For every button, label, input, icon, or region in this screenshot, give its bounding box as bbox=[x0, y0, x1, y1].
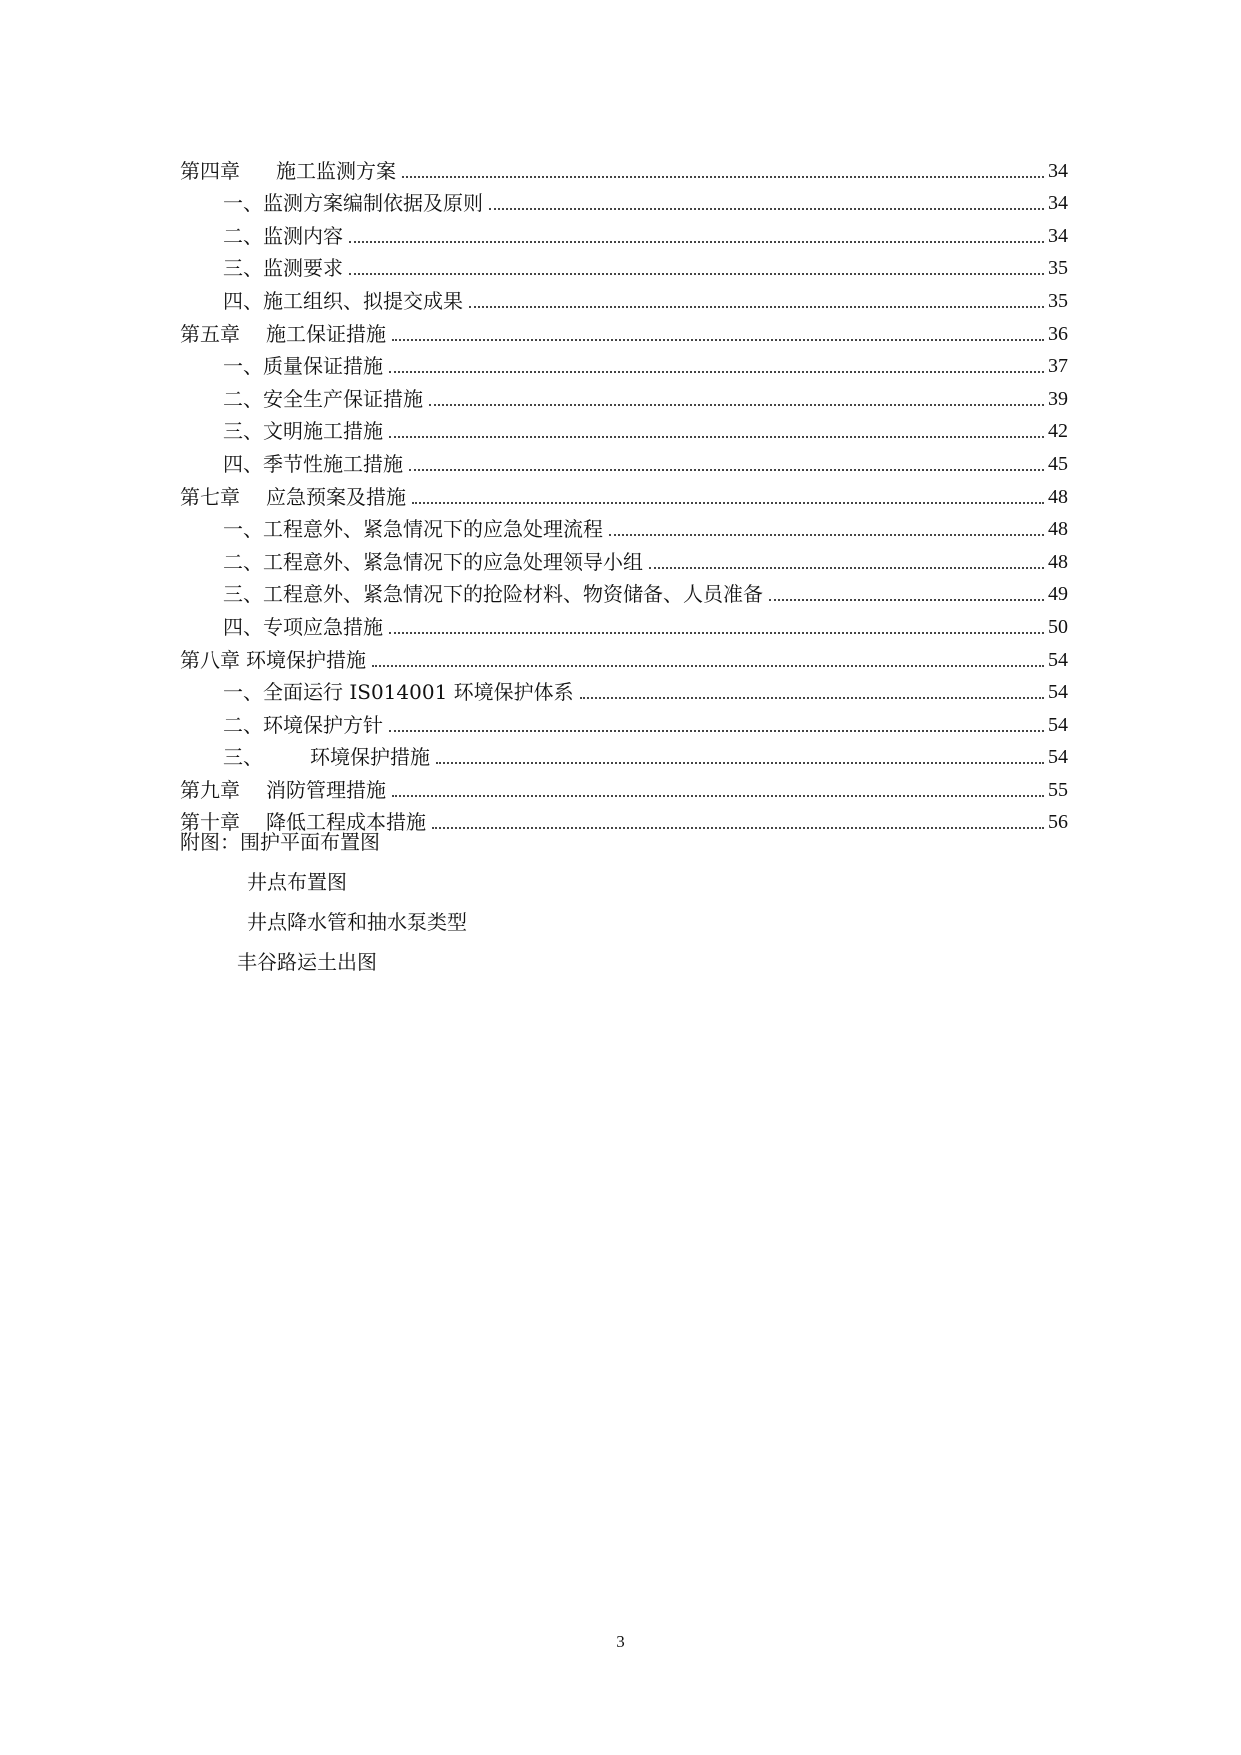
toc-dot-leader bbox=[412, 502, 1044, 504]
toc-entry-prefix: 二、 bbox=[223, 549, 263, 574]
toc-entry-prefix: 一、 bbox=[223, 680, 263, 705]
toc-entry-page-number: 39 bbox=[1048, 387, 1068, 410]
toc-dot-leader bbox=[349, 273, 1044, 275]
toc-dot-leader bbox=[429, 404, 1044, 406]
toc-entry-page-number: 48 bbox=[1048, 550, 1068, 573]
toc-dot-leader bbox=[769, 599, 1044, 601]
toc-entry-title: 应急预案及措施 bbox=[266, 484, 406, 509]
toc-section-entry[interactable] bbox=[180, 346, 1068, 379]
toc-entry-prefix: 三、 bbox=[223, 582, 263, 607]
toc-dot-leader bbox=[432, 827, 1044, 829]
toc-section-entry[interactable] bbox=[180, 672, 1068, 705]
toc-entry-title: 季节性施工措施 bbox=[263, 451, 403, 476]
toc-dot-leader bbox=[609, 534, 1044, 536]
toc-section-entry[interactable] bbox=[180, 248, 1068, 281]
toc-section-entry[interactable] bbox=[180, 443, 1068, 476]
toc-dot-leader bbox=[409, 469, 1044, 471]
toc-section-entry[interactable] bbox=[180, 215, 1068, 248]
appendix-item-first bbox=[180, 830, 380, 854]
toc-entry-label bbox=[223, 354, 383, 378]
toc-entry-label bbox=[223, 224, 343, 248]
toc-entry-page-number: 54 bbox=[1048, 648, 1068, 671]
toc-dot-leader bbox=[649, 567, 1044, 569]
toc-entry-page-number: 34 bbox=[1048, 192, 1068, 215]
toc-section-entry[interactable] bbox=[180, 378, 1068, 411]
toc-entry-title: 施工监测方案 bbox=[276, 158, 396, 183]
toc-chapter-entry[interactable] bbox=[180, 769, 1068, 802]
toc-entry-label bbox=[223, 256, 343, 280]
toc-dot-leader bbox=[402, 176, 1044, 178]
toc-section-entry[interactable] bbox=[180, 574, 1068, 607]
appendix-label: 附图： bbox=[180, 830, 240, 854]
toc-entry-page-number: 35 bbox=[1048, 289, 1068, 312]
toc-entry-title: 消防管理措施 bbox=[266, 777, 386, 802]
toc-entry-label bbox=[223, 452, 403, 476]
toc-entry-label bbox=[223, 550, 643, 574]
toc-dot-leader bbox=[349, 241, 1044, 243]
toc-entry-title: 施工组织、拟提交成果 bbox=[263, 288, 463, 313]
toc-entry-title: 监测方案编制依据及原则 bbox=[263, 191, 483, 216]
toc-entry-title: 专项应急措施 bbox=[263, 614, 383, 639]
toc-dot-leader bbox=[389, 632, 1044, 634]
toc-entry-page-number: 45 bbox=[1048, 452, 1068, 475]
toc-section-entry[interactable] bbox=[180, 509, 1068, 542]
toc-entry-prefix: 第八章 bbox=[180, 647, 240, 672]
toc-entry-title: 工程意外、紧急情况下的应急处理流程 bbox=[263, 517, 603, 542]
toc-chapter-entry[interactable] bbox=[180, 313, 1068, 346]
toc-entry-prefix: 一、 bbox=[223, 354, 263, 379]
toc-entry-label bbox=[223, 582, 763, 606]
toc-entry-page-number: 56 bbox=[1048, 811, 1068, 834]
toc-entry-page-number: 54 bbox=[1048, 746, 1068, 769]
toc-entry-label bbox=[223, 745, 430, 769]
appendix-item: 井点降水管和抽水泵类型 bbox=[247, 910, 467, 934]
toc-chapter-entry[interactable] bbox=[180, 150, 1068, 183]
appendix-item: 井点布置图 bbox=[247, 870, 347, 894]
toc-entry-title: 监测要求 bbox=[263, 256, 343, 281]
toc-entry-label bbox=[223, 289, 463, 313]
toc-entry-title: 监测内容 bbox=[263, 223, 343, 248]
toc-section-entry[interactable] bbox=[180, 280, 1068, 313]
toc-entry-page-number: 48 bbox=[1048, 518, 1068, 541]
toc-dot-leader bbox=[469, 306, 1044, 308]
toc-entry-prefix: 第九章 bbox=[180, 777, 240, 802]
toc-entry-label bbox=[223, 191, 483, 215]
toc-chapter-entry[interactable] bbox=[180, 476, 1068, 509]
toc-entry-prefix: 四、 bbox=[223, 288, 263, 313]
toc-entry-page-number: 55 bbox=[1048, 778, 1068, 801]
toc-entry-title: 工程意外、紧急情况下的抢险材料、物资储备、人员准备 bbox=[263, 582, 763, 607]
toc-entry-page-number: 54 bbox=[1048, 713, 1068, 736]
toc-entry-page-number: 42 bbox=[1048, 420, 1068, 443]
page-number: 3 bbox=[616, 1632, 625, 1651]
toc-section-entry[interactable] bbox=[180, 737, 1068, 770]
toc-entry-page-number: 54 bbox=[1048, 681, 1068, 704]
toc-entry-prefix: 四、 bbox=[223, 614, 263, 639]
toc-entry-title: 文明施工措施 bbox=[263, 419, 383, 444]
toc-entry-label bbox=[180, 485, 406, 509]
toc-section-entry[interactable] bbox=[180, 541, 1068, 574]
toc-dot-leader bbox=[389, 436, 1044, 438]
toc-entry-prefix: 三、 bbox=[223, 256, 263, 281]
toc-entry-title: 环境保护措施 bbox=[246, 647, 366, 672]
toc-dot-leader bbox=[389, 730, 1044, 732]
toc-entry-label bbox=[223, 517, 603, 541]
toc-entry-label bbox=[223, 713, 383, 737]
toc-entry-page-number: 36 bbox=[1048, 322, 1068, 345]
toc-dot-leader bbox=[389, 371, 1044, 373]
toc-section-entry[interactable] bbox=[180, 183, 1068, 216]
toc-entry-page-number: 34 bbox=[1048, 159, 1068, 182]
appendix-item: 围护平面布置图 bbox=[240, 830, 380, 854]
toc-entry-page-number: 49 bbox=[1048, 583, 1068, 606]
toc-entry-prefix: 二、 bbox=[223, 712, 263, 737]
toc-entry-prefix: 三、 bbox=[223, 419, 263, 444]
toc-entry-title: 全面运行 IS014001 环境保护体系 bbox=[263, 680, 574, 705]
toc-dot-leader bbox=[489, 208, 1044, 210]
toc-entry-label bbox=[180, 322, 386, 346]
toc-entry-prefix: 一、 bbox=[223, 517, 263, 542]
toc-entry-title: 环境保护方针 bbox=[263, 712, 383, 737]
toc-entry-label bbox=[180, 778, 386, 802]
toc-entry-label bbox=[223, 419, 383, 443]
toc-dot-leader bbox=[372, 665, 1044, 667]
toc-entry-prefix: 第五章 bbox=[180, 321, 240, 346]
toc-chapter-entry[interactable] bbox=[180, 639, 1068, 672]
toc-entry-label bbox=[180, 159, 396, 183]
toc-entry-label bbox=[223, 680, 574, 704]
toc-entry-page-number: 48 bbox=[1048, 485, 1068, 508]
appendix-item: 丰谷路运土出图 bbox=[237, 950, 377, 974]
toc-entry-prefix: 二、 bbox=[223, 386, 263, 411]
toc-entry-title: 工程意外、紧急情况下的应急处理领导小组 bbox=[263, 549, 643, 574]
toc-dot-leader bbox=[436, 762, 1044, 764]
table-of-contents bbox=[180, 150, 1068, 834]
toc-entry-title: 环境保护措施 bbox=[310, 745, 430, 770]
toc-entry-label bbox=[223, 387, 423, 411]
toc-dot-leader bbox=[580, 697, 1044, 699]
toc-entry-label bbox=[180, 648, 366, 672]
toc-entry-title: 安全生产保证措施 bbox=[263, 386, 423, 411]
toc-dot-leader bbox=[392, 795, 1044, 797]
toc-entry-title: 质量保证措施 bbox=[263, 354, 383, 379]
toc-entry-label bbox=[223, 615, 383, 639]
toc-entry-title: 降低工程成本措施 bbox=[266, 810, 426, 835]
toc-section-entry[interactable] bbox=[180, 606, 1068, 639]
toc-section-entry[interactable] bbox=[180, 704, 1068, 737]
toc-entry-page-number: 37 bbox=[1048, 355, 1068, 378]
toc-entry-page-number: 35 bbox=[1048, 257, 1068, 280]
toc-entry-prefix: 第十章 bbox=[180, 810, 240, 835]
toc-entry-prefix: 三、 bbox=[223, 745, 263, 770]
toc-entry-prefix: 一、 bbox=[223, 191, 263, 216]
toc-entry-prefix: 第七章 bbox=[180, 484, 240, 509]
toc-entry-title: 施工保证措施 bbox=[266, 321, 386, 346]
toc-entry-prefix: 四、 bbox=[223, 451, 263, 476]
toc-dot-leader bbox=[392, 339, 1044, 341]
toc-entry-page-number: 34 bbox=[1048, 224, 1068, 247]
toc-entry-prefix: 第四章 bbox=[180, 158, 240, 183]
toc-entry-page-number: 50 bbox=[1048, 615, 1068, 638]
toc-entry-prefix: 二、 bbox=[223, 223, 263, 248]
toc-section-entry[interactable] bbox=[180, 411, 1068, 444]
